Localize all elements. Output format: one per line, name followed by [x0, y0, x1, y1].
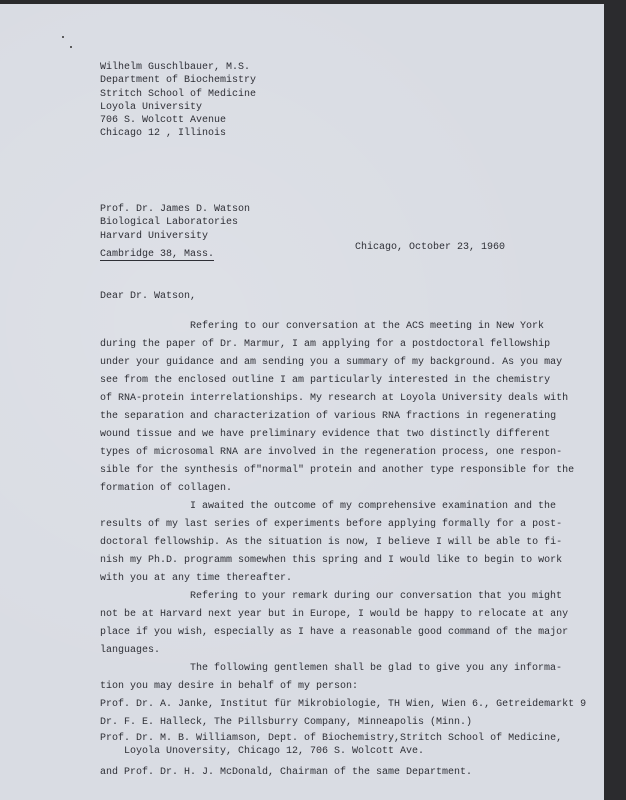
- sender-line: Loyola University: [100, 101, 203, 113]
- sender-line: Chicago 12 , Illinois: [100, 128, 227, 140]
- sender-line: Stritch School of Medicine: [100, 88, 257, 100]
- recipient-line: Harvard University: [100, 230, 209, 242]
- body-line: sible for the synthesis of"normal" protein and another type responsible for the: [100, 465, 575, 476]
- body-line: wound tissue and we have preliminary evidence that two distinctly different: [100, 429, 551, 440]
- body-line: Refering to our conversation at the ACS meeting in New York: [190, 321, 545, 332]
- reference-line: Loyola Unoversity, Chicago 12, 706 S. Wolcott Ave.: [124, 746, 425, 757]
- salutation: Dear Dr. Watson,: [100, 291, 197, 302]
- reference-line: Prof. Dr. A. Janke, Institut für Mikrobiologie, TH Wien, Wien 6., Getreidemarkt 9: [100, 699, 587, 710]
- body-line: under your guidance and am sending you a summary of my background. As you may: [100, 357, 563, 368]
- sender-address: [100, 61, 256, 141]
- body-line: tion you may desire in behalf of my person:: [100, 681, 359, 692]
- letter-date: Chicago, October 23, 1960: [355, 242, 506, 253]
- body-line: see from the enclosed outline I am particularly interested in the chemistry: [100, 375, 551, 386]
- body-line: not be at Harvard next year but in Europe, I would be happy to relocate at any: [100, 609, 569, 620]
- recipient-address: [100, 203, 250, 261]
- mark: [62, 36, 64, 38]
- body-line: types of microsomal RNA are involved in the regeneration process, one respon-: [100, 447, 563, 458]
- body-line: nish my Ph.D. programm somewhen this spring and I would like to begin to work: [100, 555, 563, 566]
- mark: [70, 46, 72, 48]
- sender-line: 706 S. Wolcott Avenue: [100, 115, 227, 127]
- recipient-line: Biological Laboratories: [100, 217, 239, 229]
- body-line: results of my last series of experiments before applying formally for a post-: [100, 519, 563, 530]
- letter-body: [100, 318, 586, 782]
- sender-line: Department of Biochemistry: [100, 75, 257, 87]
- body-line: place if you wish, especially as I have a reasonable good command of the major: [100, 627, 569, 638]
- letter-page: [0, 4, 604, 800]
- reference-line: and Prof. Dr. H. J. McDonald, Chairman of the same Department.: [100, 767, 473, 778]
- reference-line: Prof. Dr. M. B. Williamson, Dept. of Biochemistry,Stritch School of Medicine,: [100, 733, 563, 744]
- recipient-line: Prof. Dr. James D. Watson: [100, 204, 251, 215]
- reference-line: Dr. F. E. Halleck, The Pillsburry Company, Minneapolis (Minn.): [100, 717, 473, 728]
- body-line: the separation and characterization of various RNA fractions in regenerating: [100, 411, 557, 422]
- body-line: I awaited the outcome of my comprehensive examination and the: [190, 501, 557, 512]
- sender-line: Wilhelm Guschlbauer, M.S.: [100, 62, 251, 73]
- body-line: The following gentlemen shall be glad to give you any informa-: [190, 663, 563, 674]
- body-line: of RNA-protein interrelationships. My research at Loyola University deals with: [100, 393, 569, 404]
- body-line: with you at any time thereafter.: [100, 573, 293, 584]
- body-line: doctoral fellowship. As the situation is now, I believe I will be able to fi-: [100, 537, 563, 548]
- body-line: during the paper of Dr. Marmur, I am applying for a postdoctoral fellowship: [100, 339, 551, 350]
- recipient-line: Cambridge 38, Mass.: [100, 248, 215, 260]
- body-line: languages.: [100, 645, 161, 656]
- body-line: Refering to your remark during our conversation that you might: [190, 591, 563, 602]
- scan-border: [604, 0, 626, 800]
- body-line: formation of collagen.: [100, 483, 233, 494]
